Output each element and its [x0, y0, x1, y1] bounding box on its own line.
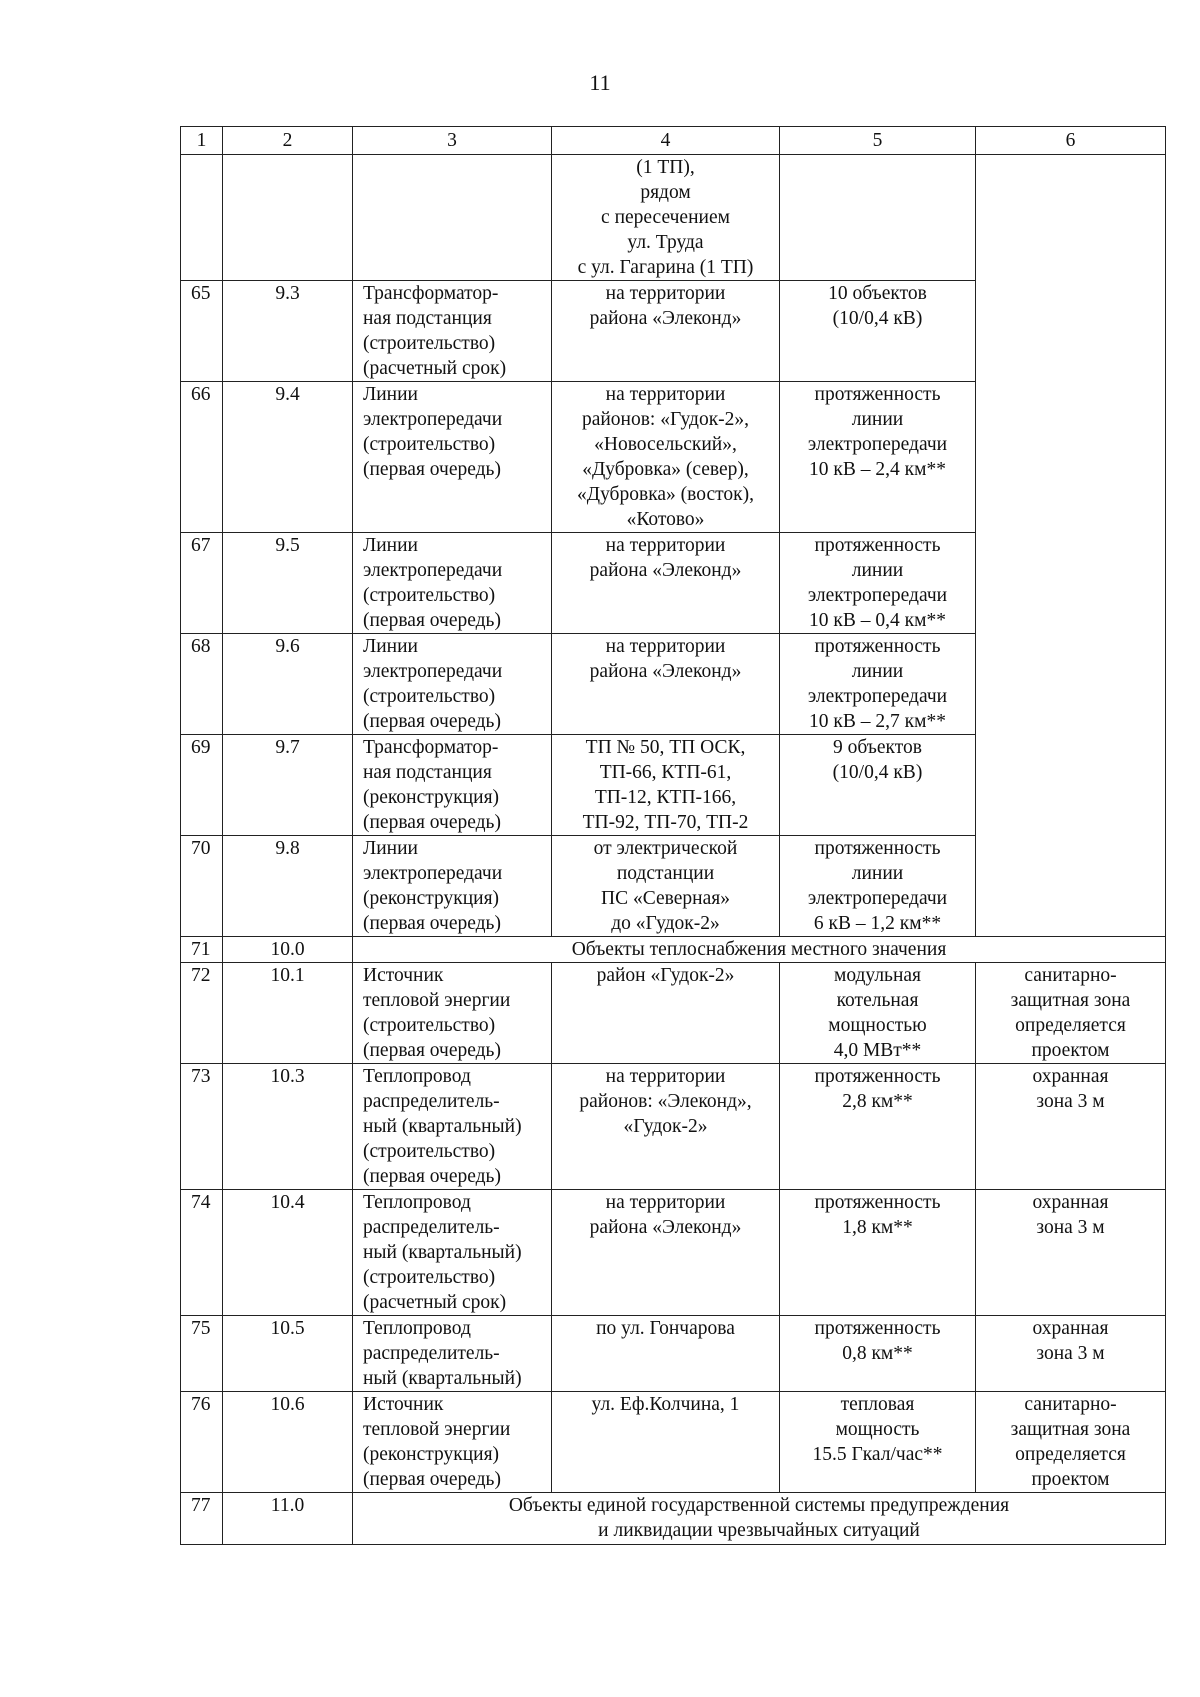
object-name: Трансформатор- ная подстанция (реконструкция) (первая очередь) — [353, 735, 552, 836]
parameter-cell: протяженность 2,8 км** — [780, 1064, 976, 1190]
object-code: 9.8 — [223, 836, 353, 937]
parameter-cell: протяженность линии электропередачи 6 кВ – 1,2 км** — [780, 836, 976, 937]
parameter-cell: модульная котельная мощностью 4,0 МВт** — [780, 963, 976, 1064]
object-code: 10.1 — [223, 963, 353, 1064]
row-number: 70 — [181, 836, 223, 937]
object-code: 10.0 — [223, 937, 353, 963]
header-cell-4: 4 — [552, 127, 780, 155]
table-row — [181, 963, 1166, 1064]
parameter-cell: протяженность линии электропередачи 10 кВ – 2,4 км** — [780, 382, 976, 533]
row-number: 72 — [181, 963, 223, 1064]
object-name: Линии электропередачи (строительство) (первая очередь) — [353, 533, 552, 634]
row-number: 76 — [181, 1392, 223, 1493]
parameter-cell: протяженность 1,8 км** — [780, 1190, 976, 1316]
row-number: 69 — [181, 735, 223, 836]
section-title: Объекты единой государственной системы предупреждения и ликвидации чрезвычайных ситуаций — [353, 1493, 1166, 1545]
row-number: 77 — [181, 1493, 223, 1545]
object-code: 10.3 — [223, 1064, 353, 1190]
object-code: 10.6 — [223, 1392, 353, 1493]
protection-zone-cell: охранная зона 3 м — [976, 1316, 1166, 1392]
table-row — [181, 1316, 1166, 1392]
object-name: Источник тепловой энергии (строительство) (первая очередь) — [353, 963, 552, 1064]
parameter-cell: протяженность 0,8 км** — [780, 1316, 976, 1392]
object-code: 9.7 — [223, 735, 353, 836]
continuation-row — [181, 155, 1166, 281]
location-cell: на территории района «Элеконд» — [552, 533, 780, 634]
protection-zone-cell: санитарно- защитная зона определяется проектом — [976, 1392, 1166, 1493]
row-number: 73 — [181, 1064, 223, 1190]
header-cell-6: 6 — [976, 127, 1166, 155]
object-name: Трансформатор- ная подстанция (строительство) (расчетный срок) — [353, 281, 552, 382]
location-cell: на территории районов: «Элеконд», «Гудок-2» — [552, 1064, 780, 1190]
row-number: 66 — [181, 382, 223, 533]
location-cell: на территории района «Элеконд» — [552, 1190, 780, 1316]
parameter-cell: 10 объектов (10/0,4 кВ) — [780, 281, 976, 382]
row-number: 67 — [181, 533, 223, 634]
location-cell: на территории района «Элеконд» — [552, 281, 780, 382]
object-name: Линии электропередачи (строительство) (первая очередь) — [353, 382, 552, 533]
header-cell-2: 2 — [223, 127, 353, 155]
objects-table — [180, 126, 1166, 1545]
protection-zone-cell: охранная зона 3 м — [976, 1064, 1166, 1190]
location-cell: на территории района «Элеконд» — [552, 634, 780, 735]
object-code: 11.0 — [223, 1493, 353, 1545]
object-name: Источник тепловой энергии (реконструкция) (первая очередь) — [353, 1392, 552, 1493]
object-name: Линии электропередачи (реконструкция) (первая очередь) — [353, 836, 552, 937]
parameter-cell: протяженность линии электропередачи 10 кВ – 0,4 км** — [780, 533, 976, 634]
header-cell-1: 1 — [181, 127, 223, 155]
object-code: 9.5 — [223, 533, 353, 634]
header-cell-5: 5 — [780, 127, 976, 155]
object-code: 9.4 — [223, 382, 353, 533]
parameter-cell: протяженность линии электропередачи 10 кВ – 2,7 км** — [780, 634, 976, 735]
table-row — [181, 1064, 1166, 1190]
parameter-cell: тепловая мощность 15.5 Гкал/час** — [780, 1392, 976, 1493]
object-code: 10.5 — [223, 1316, 353, 1392]
row-number: 71 — [181, 937, 223, 963]
object-code: 9.3 — [223, 281, 353, 382]
section-row — [181, 937, 1166, 963]
object-name: Теплопровод распределитель- ный (квартальный) (строительство) (первая очередь) — [353, 1064, 552, 1190]
object-name: Теплопровод распределитель- ный (квартальный) (строительство) (расчетный срок) — [353, 1190, 552, 1316]
empty-cell — [780, 155, 976, 281]
object-name: Теплопровод распределитель- ный (квартальный) — [353, 1316, 552, 1392]
row-number: 74 — [181, 1190, 223, 1316]
row-number: 65 — [181, 281, 223, 382]
empty-cell — [223, 155, 353, 281]
location-cell: на территории районов: «Гудок-2», «Новосельский», «Дубровка» (север), «Дубровка» (восток), «Котово» — [552, 382, 780, 533]
protection-zone-cell: санитарно- защитная зона определяется проектом — [976, 963, 1166, 1064]
page-number: 11 — [589, 70, 611, 95]
location-cell: по ул. Гончарова — [552, 1316, 780, 1392]
header-row — [181, 127, 1166, 155]
row-number: 75 — [181, 1316, 223, 1392]
row-number: 68 — [181, 634, 223, 735]
table-row — [181, 1392, 1166, 1493]
protection-zone-cell: охранная зона 3 м — [976, 1190, 1166, 1316]
location-cell: (1 ТП), рядом с пересечением ул. Труда с ул. Гагарина (1 ТП) — [552, 155, 780, 281]
table-row — [181, 1190, 1166, 1316]
location-cell: от электрической подстанции ПС «Северная» до «Гудок-2» — [552, 836, 780, 937]
object-code: 10.4 — [223, 1190, 353, 1316]
header-cell-3: 3 — [353, 127, 552, 155]
object-code: 9.6 — [223, 634, 353, 735]
location-cell: ТП № 50, ТП ОСК, ТП-66, КТП-61, ТП-12, КТП-166, ТП-92, ТП-70, ТП-2 — [552, 735, 780, 836]
empty-cell — [353, 155, 552, 281]
zone-cell-merged — [976, 155, 1166, 937]
parameter-cell: 9 объектов (10/0,4 кВ) — [780, 735, 976, 836]
section-row — [181, 1493, 1166, 1545]
object-name: Линии электропередачи (строительство) (первая очередь) — [353, 634, 552, 735]
empty-cell — [181, 155, 223, 281]
section-title: Объекты теплоснабжения местного значения — [353, 937, 1166, 963]
location-cell: ул. Еф.Колчина, 1 — [552, 1392, 780, 1493]
location-cell: район «Гудок-2» — [552, 963, 780, 1064]
